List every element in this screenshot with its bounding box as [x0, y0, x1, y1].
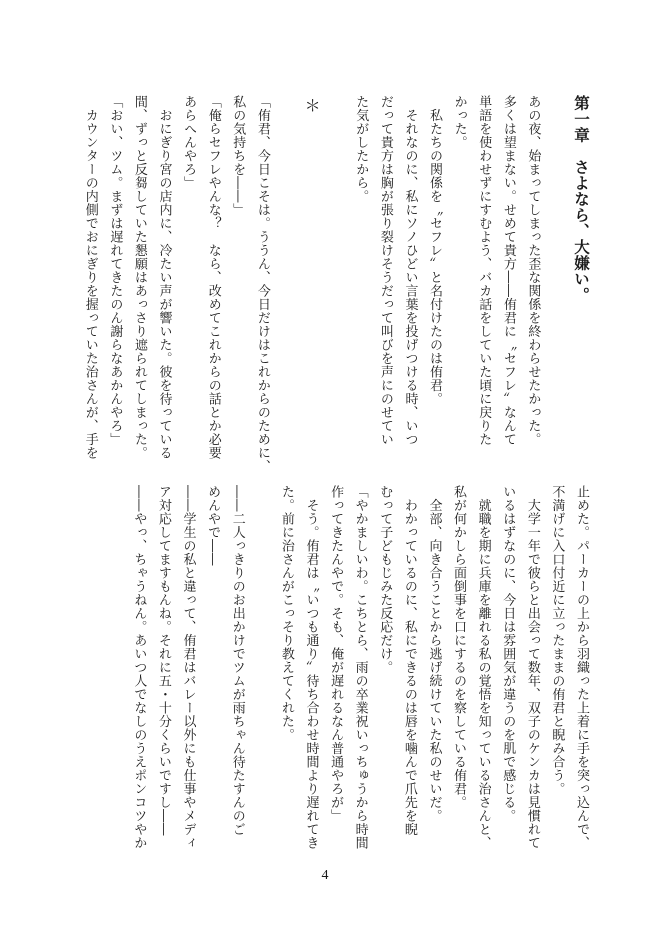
page-number: 4	[321, 868, 329, 883]
blank-line	[323, 95, 348, 467]
body-line: 私が何かしら面倒事を口にするのを察している侑君。	[451, 485, 467, 809]
body-line: 止めた。パーカーの上から羽織った上着に手を突っ込んで、	[574, 485, 589, 850]
body-line: あらへんやろ」	[181, 95, 197, 190]
body-line: 不満げに入口付近に立ったままの侑君と睨み合う。	[549, 485, 565, 796]
body-line: 大学一年で彼らと出会って数年、双子のケンカは見慣れて	[524, 485, 540, 850]
body-line: だって貴方は胸が張り裂けそうだって叫びを声にのせてい	[377, 95, 393, 446]
body-line: 「俺らセフレやんな？ なら、改めてこれからの話とか必要	[205, 95, 221, 460]
body-line: めんやで――	[205, 485, 221, 566]
body-line: かった。	[451, 95, 467, 149]
body-line: ――学生の私と違って、侑君はバレー以外にも仕事やメディ	[180, 485, 196, 850]
body-line: た気がしたから。	[353, 95, 369, 203]
body-line: 就職を期に兵庫を離れる私の覚悟を知っている治さんと、	[475, 485, 491, 850]
body-line: 私たちの関係を〝セフレ〟と名付けたのは侑君。	[427, 95, 443, 406]
section-break-asterisk: ＊	[302, 97, 322, 114]
chapter-title: 第一章 さよなら、大嫌い。	[572, 95, 590, 303]
body-line: 私の気持ちを――」	[230, 95, 246, 217]
body-line: むって子どもじみた反応だけ。	[377, 485, 393, 674]
body-line: 作ってきたんやで。そも、俺が遅れるなん普通やろが」	[328, 485, 344, 823]
body-line: ――二人っきりのお出かけでツムが雨ちゃん待たすんのご	[229, 485, 245, 836]
body-line: あの夜、始まってしまった歪な関係を終わらせたかった。	[525, 95, 541, 446]
body-line: た。前に治さんがこっそり教えてくれた。	[278, 485, 294, 742]
bottom-text-tier	[53, 485, 593, 850]
body-line: ア対応してますもんね。それに五・十分くらいですし――	[155, 485, 171, 836]
body-line: 単語を使わせずにすむよう、バカ話をしていた頃に戻りた	[476, 95, 492, 446]
body-line: 「やかましいわ。こちとら、雨の卒業祝いっちゅうから時間	[352, 485, 368, 850]
body-line: 「侑君、今日こそは。ううん、今日だけはこれからのために、	[254, 95, 270, 473]
body-line: ――やっ、ちゃうねん。あいつ人でなしのうえポンコツやか	[131, 485, 147, 850]
body-line: そう。侑君は〝いつも通り〟待ち合わせ時間より遅れてき	[303, 485, 319, 850]
body-line: 間、ずっと反芻していた懇願はあっさり遮られてしまった。	[131, 95, 147, 460]
body-line: いるはずなのに、今日は雰囲気が違うのを肌で感じる。	[500, 485, 516, 823]
body-line: 多くは望まない。せめて貴方――侑君に〝セフレ〟なんて	[500, 95, 516, 446]
body-line: それなのに、私にソノひどい言葉を投げつける時、いつ	[402, 95, 418, 446]
body-line: おにぎり宮の店内に、冷たい声が響いた。彼を待っている	[156, 95, 172, 460]
blank-line	[249, 485, 274, 831]
body-line: 全部、向き合うことから逃げ続けていた私のせいだ。	[426, 485, 442, 823]
blank-line	[274, 95, 299, 467]
body-line: 「おい、ツム。まずは遅れてきたのん謝らなあかんやろ」	[107, 95, 123, 446]
body-line: カウンターの内側でおにぎりを握っていた治さんが、手を	[82, 95, 98, 460]
body-line: わかっているのに、私にできるのは唇を噛んで爪先を睨	[401, 485, 417, 836]
top-text-tier	[53, 95, 593, 473]
